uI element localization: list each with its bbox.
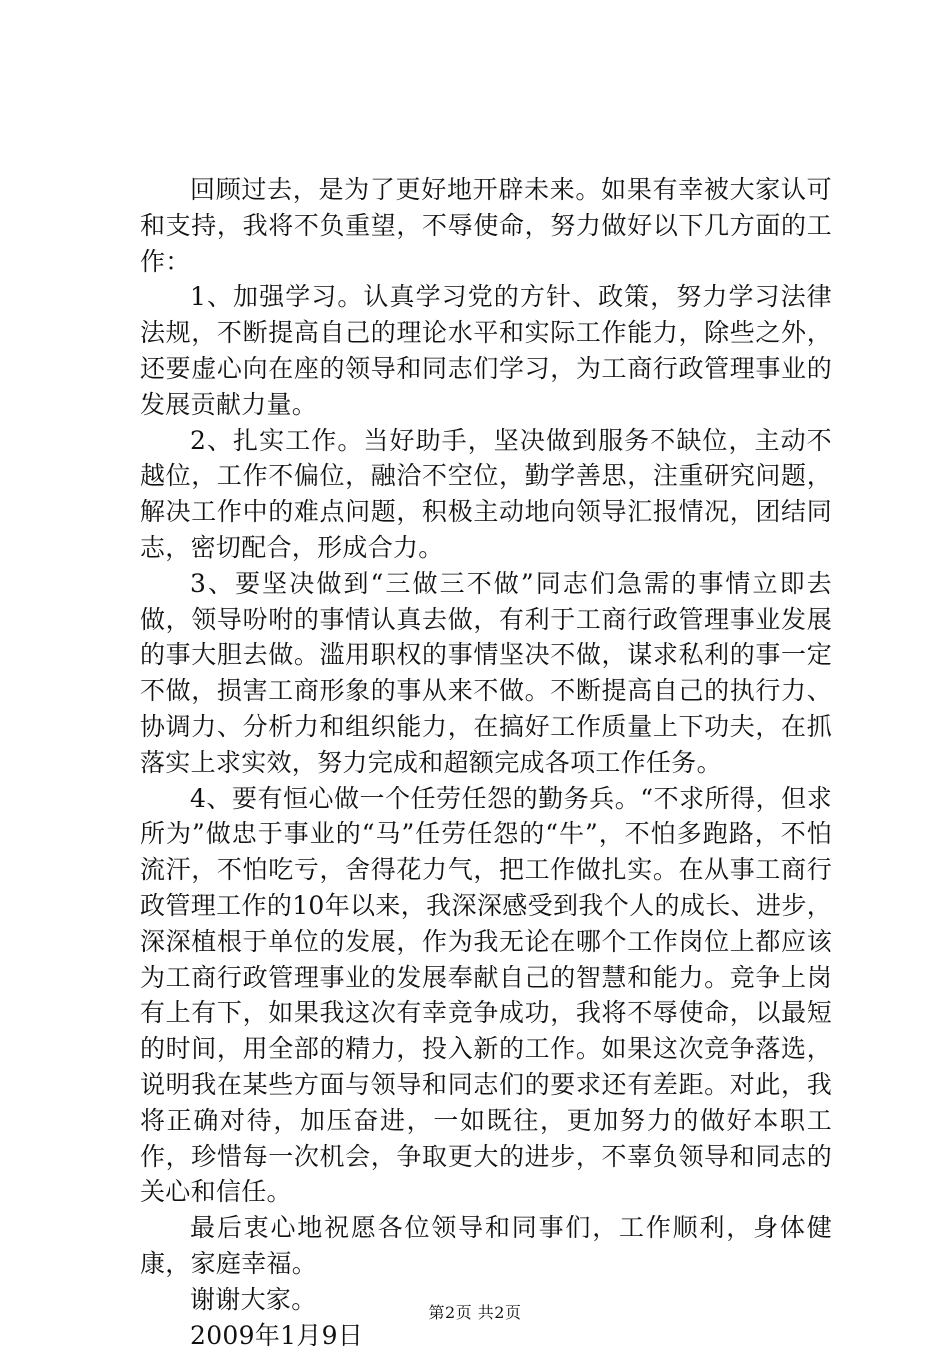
paragraph-point-2: 2、扎实工作。当好助手，坚决做到服务不缺位，主动不越位，工作不偏位，融洽不空位，勤学善思，注重研究问题，解决工作中的难点问题，积极主动地向领导汇报情况，团结同志，密切配合，形成合力。 (140, 423, 832, 566)
paragraph-thanks: 谢谢大家。 (140, 1282, 832, 1318)
paragraph-closing-wishes: 最后衷心地祝愿各位领导和同事们，工作顺利，身体健康，家庭幸福。 (140, 1210, 832, 1282)
paragraph-date: 2009年1月9日 (140, 1318, 832, 1353)
paragraph-point-4: 4、要有恒心做一个任劳任怨的勤务兵。“不求所得，但求所为”做忠于事业的“马”任劳任怨的“牛”，不怕多跑路，不怕流汗，不怕吃亏，舍得花力气，把工作做扎实。在从事工商行政管理工作的10年以来，我深深感受到我个人的成长、进步，深深植根于单位的发展，作为我无论在哪个工作岗位上都应该为工商行政管理事业的发展奉献自己的智慧和能力。竞争上岗有上有下，如果我这次有幸竞争成功，我将不辱使命，以最短的时间，用全部的精力，投入新的工作。如果这次竞争落选，说明我在某些方面与领导和同志们的要求还有差距。对此，我将正确对待，加压奋进，一如既往，更加努力的做好本职工作，珍惜每一次机会，争取更大的进步，不辜负领导和同志的关心和信任。 (140, 781, 832, 1211)
page-footer: 第2页 共2页 (0, 1300, 950, 1323)
paragraph-point-1: 1、加强学习。认真学习党的方针、政策，努力学习法律法规，不断提高自己的理论水平和实际工作能力，除些之外，还要虚心向在座的领导和同志们学习，为工商行政管理事业的发展贡献力量。 (140, 279, 832, 422)
document-body (140, 172, 832, 1353)
paragraph-intro: 回顾过去，是为了更好地开辟未来。如果有幸被大家认可和支持，我将不负重望，不辱使命，努力做好以下几方面的工作： (140, 172, 832, 279)
paragraph-point-3: 3、要坚决做到“三做三不做”同志们急需的事情立即去做，领导吩咐的事情认真去做，有利于工商行政管理事业发展的事大胆去做。滥用职权的事情坚决不做，谋求私利的事一定不做，损害工商形象的事从来不做。不断提高自己的执行力、协调力、分析力和组织能力，在搞好工作质量上下功夫，在抓落实上求实效，努力完成和超额完成各项工作任务。 (140, 566, 832, 781)
